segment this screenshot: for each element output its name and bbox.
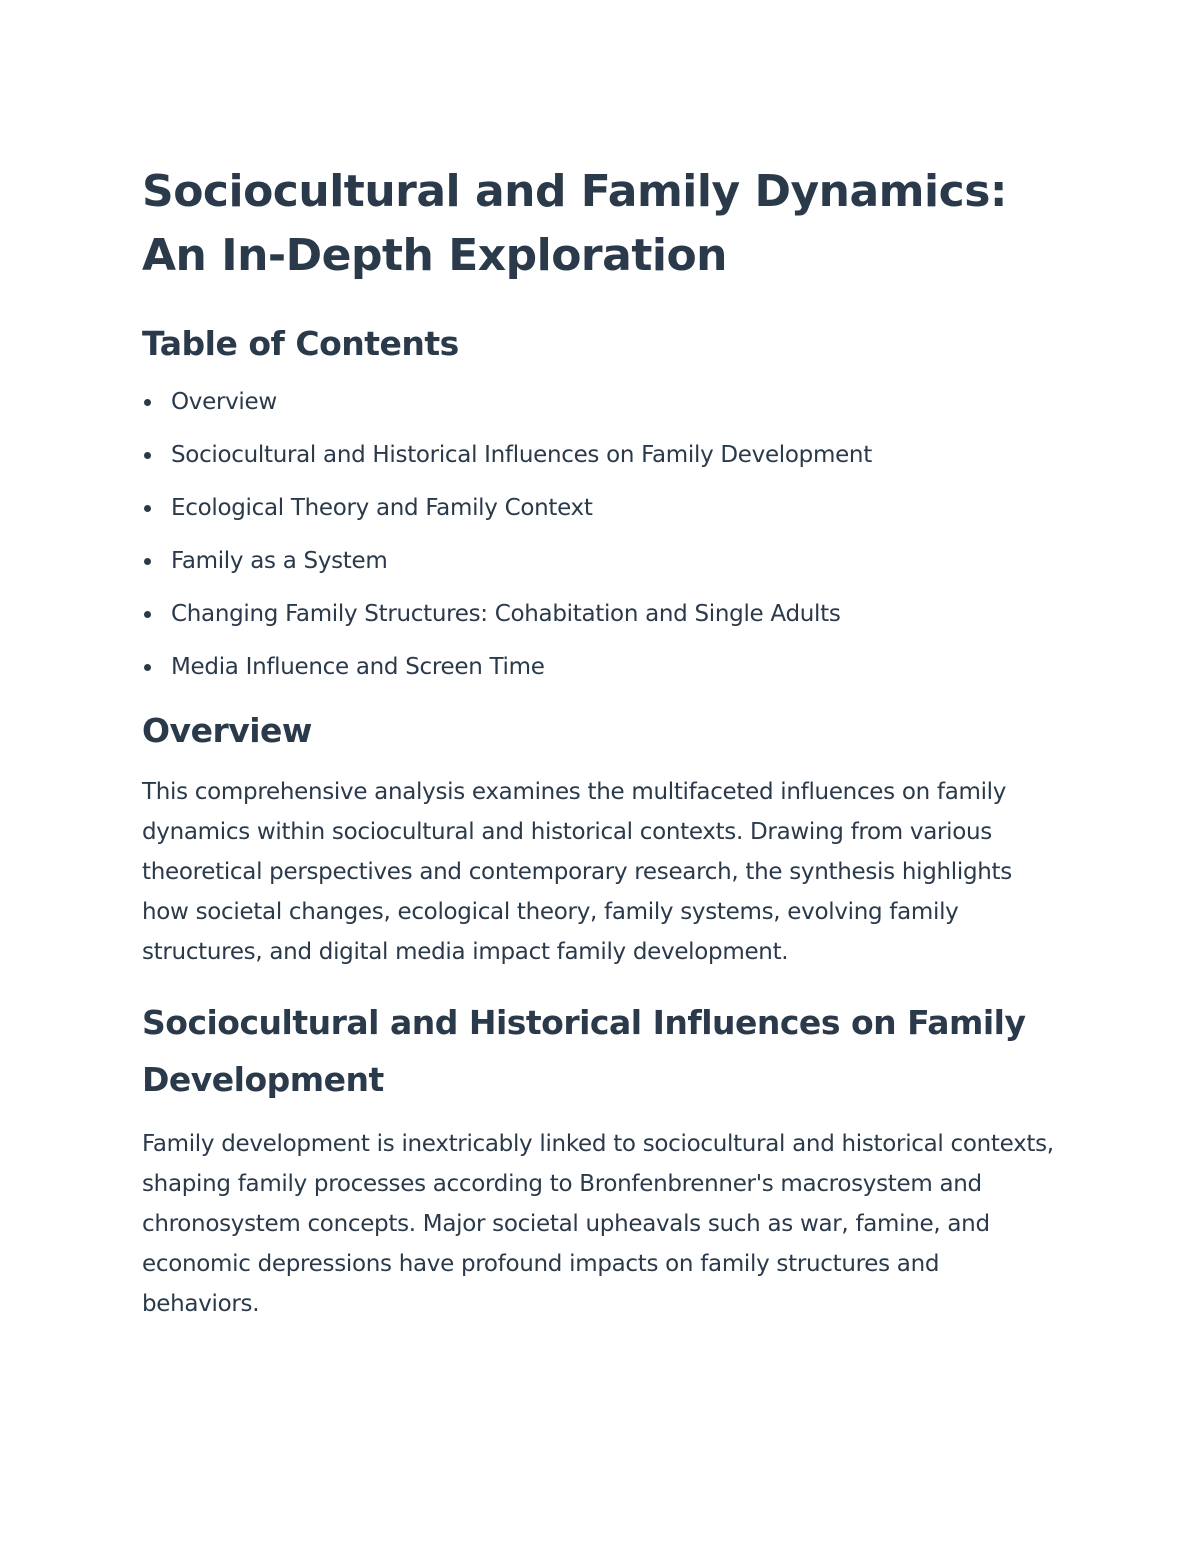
bullet-icon — [144, 452, 151, 459]
toc-item-family-system[interactable] — [142, 547, 1062, 575]
toc-item-label: Media Influence and Screen Time — [171, 654, 545, 680]
toc-item-overview[interactable] — [142, 388, 1062, 416]
bullet-icon — [144, 611, 151, 618]
sociocultural-paragraph: Family development is inextricably linked to sociocultural and historical contexts, shaping family processes according to Bronfenbrenner's macrosystem and chronosystem concepts. Major societal upheavals such as war, famine, and economic depressions have profound impacts on family structures and behaviors. — [142, 1131, 1054, 1317]
toc-item-label: Sociocultural and Historical Influences on Family Development — [171, 442, 872, 468]
overview-heading: Overview — [142, 711, 312, 750]
overview-paragraph: This comprehensive analysis examines the multifaceted influences on family dynamics within sociocultural and historical contexts. Drawing from various theoretical perspectives and contemporary research, the synthesis highlights how societal changes, ecological theory, family systems, evolving family structures, and digital media impact family development. — [142, 779, 1012, 965]
toc-item-label: Overview — [171, 389, 277, 415]
toc-item-label: Ecological Theory and Family Context — [171, 495, 593, 521]
toc-list — [142, 388, 1062, 681]
toc-heading: Table of Contents — [142, 324, 459, 363]
bullet-icon — [144, 558, 151, 565]
toc-item-media[interactable] — [142, 653, 1062, 681]
toc-item-label: Family as a System — [171, 548, 388, 574]
toc-item-sociocultural[interactable] — [142, 441, 1062, 469]
sociocultural-heading: Sociocultural and Historical Influences on Family Development — [142, 1003, 1026, 1099]
bullet-icon — [144, 399, 151, 406]
bullet-icon — [144, 664, 151, 671]
toc-item-family-structures[interactable] — [142, 600, 1062, 628]
toc-item-label: Changing Family Structures: Cohabitation and Single Adults — [171, 601, 841, 627]
document-title: Sociocultural and Family Dynamics: An In-Depth Exploration — [142, 166, 1007, 281]
document-content — [142, 160, 1062, 1324]
bullet-icon — [144, 505, 151, 512]
toc-item-ecological[interactable] — [142, 494, 1062, 522]
